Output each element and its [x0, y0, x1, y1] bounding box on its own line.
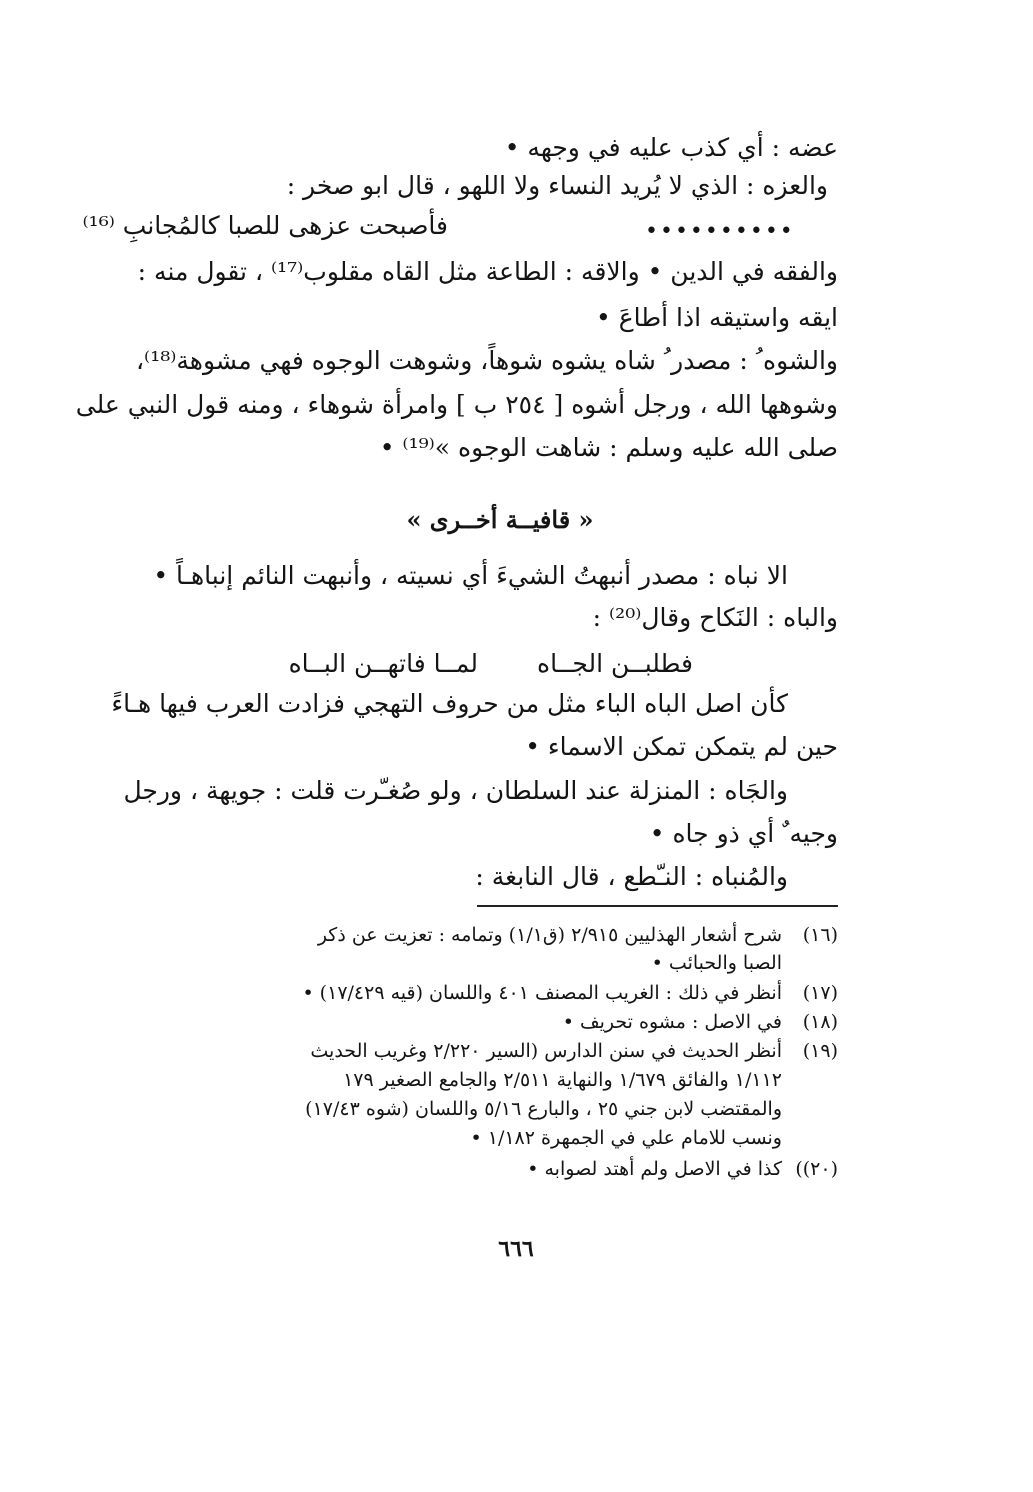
body-line: الا نباه : مصدر أنبهتُ الشيءَ أي نسيته ، وأنبهت النائم إنباهـاً • [153, 561, 788, 590]
verse-hemistich-right: فطلبــن الجــاه [537, 649, 693, 678]
footnote-number: (١٧) [802, 982, 838, 1004]
footnote-19-cont [305, 1096, 782, 1122]
footnote-19 [310, 1038, 838, 1064]
body-line: والجَاه : المنزلة عند السلطان ، ولو صُغـّرت قلت : جويهة ، ورجل [123, 776, 788, 805]
body-line: عضه : أي كذب عليه في وجهه • [504, 133, 838, 162]
body-line: والباه : النَكاح وقال⁽²⁰⁾ : [592, 603, 838, 632]
footnote-19-cont [470, 1125, 782, 1151]
footnote-number: (١٩) [802, 1040, 838, 1062]
body-line: والشوه ُ : مصدر ُ شاه يشوه شوهاً، وشوهت الوجوه فهي مشوهة⁽¹⁸⁾، [135, 346, 838, 375]
body-line: كأن اصل الباه الباء مثل من حروف التهجي فزادت العرب فيها هـاءً [111, 689, 788, 718]
body-line: والمُنباه : النـّطع ، قال النابغة : [475, 862, 788, 891]
verse-dots: •••••••••• [645, 219, 795, 244]
footnote-17 [302, 980, 838, 1006]
footnote-text: الصبا والحبائب • [651, 952, 782, 974]
footnote-text: ١/١١٢ والفائق ١/٦٧٩ والنهاية ٢/٥١١ والجامع الصغير ١٧٩ [343, 1069, 782, 1091]
verse-hemistich: فأصبحت عزهى للصبا كالمُجانبِ ⁽¹⁶⁾ [82, 211, 448, 240]
body-line: والعزه : الذي لا يُريد النساء ولا اللهو ، قال ابو صخر : [286, 171, 828, 200]
footnote-20 [527, 1156, 838, 1182]
body-line: ايقه واستيقه اذا أطاعَ • [596, 303, 838, 332]
footnote-text: أنظر في ذلك : الغريب المصنف ٤٠١ واللسان (قيه ١٧/٤٢٩) • [302, 982, 782, 1004]
footnote-number: (١٦) [802, 924, 838, 946]
footnote-text: أنظر الحديث في سنن الدارس (السير ٢/٢٢٠ وغريب الحديث [310, 1040, 782, 1062]
footnote-19-cont [343, 1067, 782, 1093]
page-number: ٦٦٦ [498, 1236, 534, 1262]
footnote-text: والمقتضب لابن جني ٢٥ ، والبارع ٥/١٦ واللسان (شوه ١٧/٤٣) [305, 1098, 782, 1120]
footnote-number: (١٨) [802, 1011, 838, 1033]
footnote-16 [318, 922, 838, 948]
body-line: وشوهها الله ، ورجل أشوه [ ٢٥٤ ب ] وامرأة شوهاء ، ومنه قول النبي على [75, 390, 838, 419]
footnote-separator [477, 905, 838, 907]
footnote-text: ونسب للامام علي في الجمهرة ١/١٨٢ • [470, 1127, 782, 1149]
section-title: « قافيــة أخــرى » [406, 505, 594, 534]
footnote-text: في الاصل : مشوه تحريف • [562, 1011, 782, 1033]
body-line: وجيه ٌ أي ذو جاه • [649, 819, 838, 848]
footnote-number: (٢٠)) [795, 1158, 838, 1180]
footnote-text: شرح أشعار الهذليين ٢/٩١٥ (ق١/١) وتمامه : تعزيت عن ذكر [317, 924, 782, 946]
body-line: صلى الله عليه وسلم : شاهت الوجوه »⁽¹⁹⁾ • [379, 433, 838, 462]
footnote-text: كذا في الاصل ولم أهتد لصوابه • [527, 1158, 782, 1180]
verse-hemistich-left: لمــا فاتهــن البــاه [288, 649, 478, 678]
footnote-18 [563, 1009, 838, 1035]
body-line: حين لم يتمكن تمكن الاسماء • [525, 732, 838, 761]
body-line: والفقه في الدين • والاقه : الطاعة مثل القاه مقلوب⁽¹⁷⁾ ، تقول منه : [137, 257, 838, 286]
footnote-16-cont [652, 950, 782, 976]
